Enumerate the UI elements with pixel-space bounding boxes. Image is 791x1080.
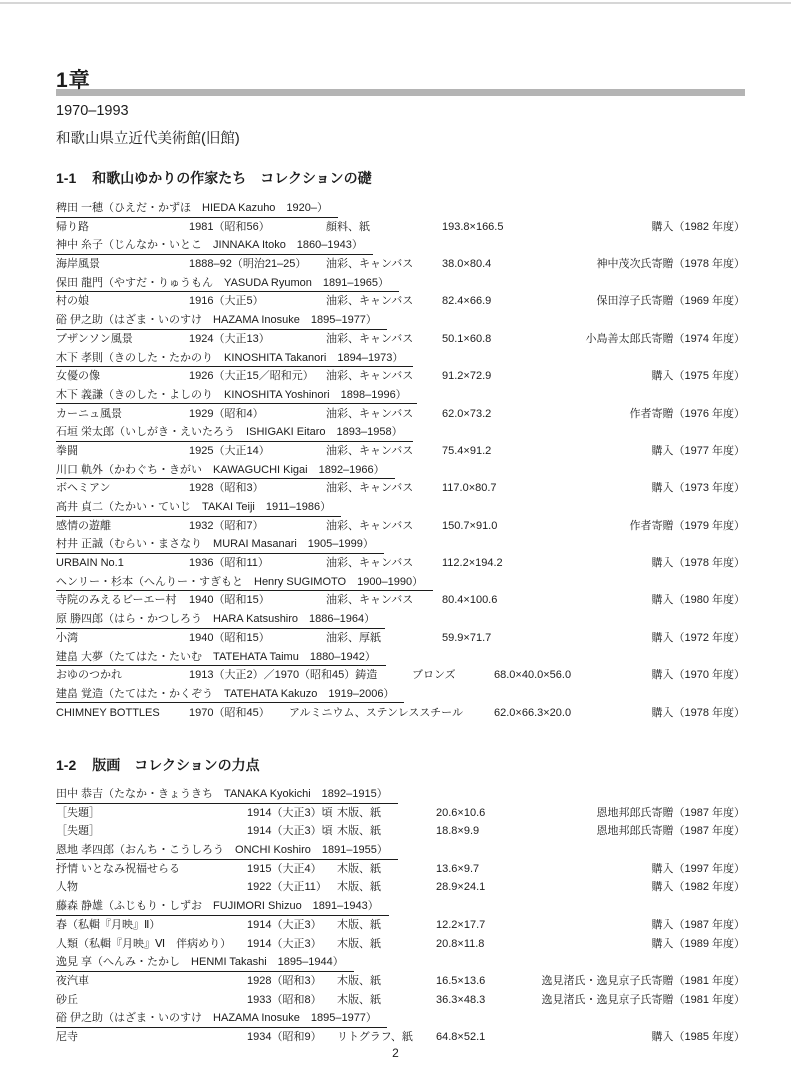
work-acquisition: 購入（1982 年度）	[651, 220, 745, 233]
artist-row	[56, 953, 745, 972]
artist-row	[56, 610, 745, 629]
work-row	[56, 367, 745, 386]
work-acquisition: 保田淳子氏寄贈（1969 年度）	[596, 295, 745, 308]
work-row	[56, 935, 745, 954]
work-title: 女優の像	[56, 370, 100, 383]
work-acquisition: 購入（1985 年度）	[651, 1030, 745, 1043]
work-title: 拳闘	[56, 444, 78, 457]
work-year: 1914（大正3）頃	[247, 825, 333, 838]
work-row	[56, 554, 745, 573]
work-medium: 油彩、キャンバス	[326, 594, 414, 607]
artist-row	[56, 274, 745, 293]
work-size: 38.0×80.4	[442, 258, 492, 271]
work-year: 1934（昭和9）	[247, 1030, 322, 1043]
artist-name: ヘンリー・杉本（へんりー・すぎもと Henry SUGIMOTO 1900–1990）	[56, 573, 433, 592]
work-medium: 木版、紙	[337, 806, 381, 819]
chapter-title: 1章	[56, 69, 91, 92]
work-medium: 油彩、キャンバス	[326, 258, 414, 271]
work-acquisition: 購入（1982 年度）	[651, 881, 745, 894]
section-heading-1-2	[56, 755, 260, 775]
artist-name: 木下 義謙（きのした・よしのり KINOSHITA Yoshinori 1898–1996）	[56, 386, 417, 405]
section-number: 1-1	[56, 170, 77, 186]
work-acquisition: 購入（1978 年度）	[651, 557, 745, 570]
section-title: 版画 コレクションの力点	[92, 757, 260, 773]
work-row	[56, 591, 745, 610]
artist-name: 神中 糸子（じんなか・いとこ JINNAKA Itoko 1860–1943）	[56, 236, 373, 255]
artist-row	[56, 349, 745, 368]
work-row	[56, 704, 745, 723]
artist-row	[56, 685, 745, 704]
work-medium: 油彩、キャンバス	[326, 332, 414, 345]
artist-name: 恩地 孝四郎（おんち・こうしろう ONCHI Koshiro 1891–1955）	[56, 841, 398, 860]
work-year: 1940（昭和15）	[189, 631, 270, 644]
work-size: 117.0×80.7	[442, 482, 497, 495]
work-size: 20.6×10.6	[436, 806, 486, 819]
artist-row	[56, 573, 745, 592]
artist-name: 藤森 静雄（ふじもり・しずお FUJIMORI Shizuo 1891–1943）	[56, 897, 389, 916]
work-title: 尼寺	[56, 1030, 78, 1043]
work-acquisition: 購入（1980 年度）	[651, 594, 745, 607]
artist-name: 石垣 栄太郎（いしがき・えいたろう ISHIGAKI Eitaro 1893–1958）	[56, 423, 413, 442]
work-year: 1970（昭和45）	[189, 706, 270, 719]
work-acquisition: 購入（1978 年度）	[651, 706, 745, 719]
work-title: 感情の遊離	[56, 519, 111, 532]
work-title: おゆのつかれ	[56, 669, 122, 682]
work-acquisition: 購入（1977 年度）	[651, 444, 745, 457]
work-row	[56, 666, 745, 685]
work-year: 1928（昭和3）	[247, 974, 322, 987]
artist-row	[56, 498, 745, 517]
work-acquisition: 恩地邦郎氏寄贈（1987 年度）	[596, 806, 745, 819]
work-medium: 油彩、キャンバス	[326, 407, 414, 420]
work-year: 1924（大正13）	[189, 332, 270, 345]
work-row	[56, 804, 745, 823]
work-title: 海岸風景	[56, 258, 100, 271]
section-1-1-list	[56, 199, 745, 722]
work-title: カーニュ風景	[56, 407, 122, 420]
artist-name: 硲 伊之助（はざま・いのすけ HAZAMA Inosuke 1895–1977）	[56, 1009, 387, 1028]
work-acquisition: 恩地邦郎氏寄贈（1987 年度）	[596, 825, 745, 838]
work-title: ［失題］	[56, 806, 100, 819]
work-year: 1929（昭和4）	[189, 407, 264, 420]
work-row	[56, 972, 745, 991]
artist-row	[56, 841, 745, 860]
work-year: 1981（昭和56）	[189, 220, 270, 233]
work-year: 1914（大正3）	[247, 937, 322, 950]
work-acquisition: 神中茂次氏寄贈（1978 年度）	[596, 258, 745, 271]
work-year: 1915（大正4）	[247, 862, 322, 875]
work-year: 1916（大正5）	[189, 295, 264, 308]
work-year: 1888–92（明治21–25）	[189, 258, 307, 271]
work-size: 75.4×91.2	[442, 444, 492, 457]
section-number: 1-2	[56, 757, 77, 773]
artist-name: 村井 正誠（むらい・まさなり MURAI Masanari 1905–1999）	[56, 535, 384, 554]
artist-row	[56, 897, 745, 916]
work-title: 村の娘	[56, 295, 89, 308]
section-title: 和歌山ゆかりの作家たち コレクションの礎	[92, 170, 372, 186]
work-row	[56, 218, 745, 237]
work-medium: 木版、紙	[337, 993, 381, 1006]
work-year: 1928（昭和3）	[189, 482, 264, 495]
artist-name: 川口 軌外（かわぐち・きがい KAWAGUCHI Kigai 1892–1966）	[56, 461, 395, 480]
work-size: 62.0×73.2	[442, 407, 492, 420]
work-acquisition: 購入（1987 年度）	[651, 918, 745, 931]
artist-row	[56, 648, 745, 667]
work-row	[56, 479, 745, 498]
work-row	[56, 1028, 745, 1047]
page-number: 2	[392, 1046, 399, 1060]
artist-row	[56, 535, 745, 554]
work-size: 64.8×52.1	[436, 1030, 486, 1043]
work-medium: 木版、紙	[337, 937, 381, 950]
work-year: 1933（昭和8）	[247, 993, 322, 1006]
work-title: 抒情 いとなみ祝福せらる	[56, 862, 181, 875]
work-medium: 油彩、キャンバス	[326, 519, 414, 532]
chapter-rule-bar	[56, 89, 745, 96]
page-top-rule	[0, 2, 791, 4]
artist-row	[56, 311, 745, 330]
artist-name: 硲 伊之助（はざま・いのすけ HAZAMA Inosuke 1895–1977）	[56, 311, 387, 330]
artist-row	[56, 785, 745, 804]
work-title: 夜汽車	[56, 974, 89, 987]
work-title: 人類（私輯『月映』Ⅵ 伴病めり）	[56, 937, 232, 950]
work-medium: 油彩、キャンバス	[326, 444, 414, 457]
artist-name: 木下 孝則（きのした・たかのり KINOSHITA Takanori 1894–1973）	[56, 349, 413, 368]
work-row	[56, 860, 745, 879]
work-year: 1922（大正11）	[247, 881, 327, 894]
work-year: 1914（大正3）頃	[247, 806, 333, 819]
work-title: 春（私輯『月映』Ⅱ）	[56, 918, 161, 931]
artist-name: 保田 龍門（やすだ・りゅうもん YASUDA Ryumon 1891–1965）	[56, 274, 399, 293]
section-1-2-list	[56, 785, 745, 1047]
artist-name: 原 勝四郎（はら・かつしろう HARA Katsushiro 1886–1964）	[56, 610, 385, 629]
work-size: 50.1×60.8	[442, 332, 492, 345]
work-size: 36.3×48.3	[436, 993, 486, 1006]
work-acquisition: 逸見渚氏・逸見京子氏寄贈（1981 年度）	[541, 993, 745, 1006]
work-medium: 油彩、キャンバス	[326, 370, 414, 383]
work-medium: アルミニウム、ステンレススチール	[289, 706, 463, 719]
work-medium: 顔料、紙	[326, 220, 370, 233]
work-medium: 木版、紙	[337, 825, 381, 838]
work-acquisition: 購入（1975 年度）	[651, 370, 745, 383]
work-medium: 木版、紙	[337, 918, 381, 931]
work-size: 12.2×17.7	[436, 918, 486, 931]
work-title: 小湾	[56, 631, 78, 644]
work-row	[56, 405, 745, 424]
work-title: ボヘミアン	[56, 482, 111, 495]
work-title: CHIMNEY BOTTLES	[56, 706, 160, 719]
work-medium: 木版、紙	[337, 862, 381, 875]
work-medium: 油彩、厚紙	[326, 631, 381, 644]
work-size: 82.4×66.9	[442, 295, 492, 308]
work-size: 112.2×194.2	[442, 557, 503, 570]
work-row	[56, 822, 745, 841]
work-size: 193.8×166.5	[442, 220, 504, 233]
work-size: 13.6×9.7	[436, 862, 480, 875]
artist-name: 稗田 一穂（ひえだ・かずほ HIEDA Kazuho 1920–）	[56, 199, 338, 218]
work-size: 150.7×91.0	[442, 519, 498, 532]
work-size: 20.8×11.8	[436, 937, 485, 950]
work-year: 1914（大正3）	[247, 918, 322, 931]
work-size: 16.5×13.6	[436, 974, 486, 987]
work-row	[56, 517, 745, 536]
work-acquisition: 作者寄贈（1979 年度）	[629, 519, 745, 532]
artist-row	[56, 236, 745, 255]
section-heading-1-1	[56, 168, 372, 188]
work-title: 砂丘	[56, 993, 78, 1006]
work-acquisition: 購入（1970 年度）	[651, 669, 745, 682]
work-year: 1940（昭和15）	[189, 594, 270, 607]
work-medium: リトグラフ、紙	[337, 1030, 413, 1043]
work-title: ブザンソン風景	[56, 332, 133, 345]
artist-row	[56, 199, 745, 218]
work-year: 1926（大正15／昭和元）	[189, 370, 314, 383]
work-medium: 油彩、キャンバス	[326, 557, 414, 570]
work-title: 人物	[56, 881, 78, 894]
artist-row	[56, 386, 745, 405]
artist-name: 建畠 大夢（たてはた・たいむ TATEHATA Taimu 1880–1942）	[56, 648, 386, 667]
work-row	[56, 878, 745, 897]
work-acquisition: 作者寄贈（1976 年度）	[629, 407, 745, 420]
artist-name: 建畠 覚造（たてはた・かくぞう TATEHATA Kakuzo 1919–2006）	[56, 685, 404, 704]
work-medium: ブロンズ	[412, 669, 456, 682]
artist-row	[56, 423, 745, 442]
work-medium: 木版、紙	[337, 974, 381, 987]
work-size: 80.4×100.6	[442, 594, 498, 607]
work-row	[56, 442, 745, 461]
work-title: 帰り路	[56, 220, 89, 233]
work-size: 68.0×40.0×56.0	[494, 669, 572, 682]
work-size: 18.8×9.9	[436, 825, 480, 838]
work-medium: 油彩、キャンバス	[326, 482, 414, 495]
artist-name: 逸見 享（へんみ・たかし HENMI Takashi 1895–1944）	[56, 953, 354, 972]
work-size: 28.9×24.1	[436, 881, 486, 894]
work-title: URBAIN No.1	[56, 557, 124, 570]
work-acquisition: 逸見渚氏・逸見京子氏寄贈（1981 年度）	[541, 974, 745, 987]
work-title: 寺院のみえるビーエー村	[56, 594, 177, 607]
work-size: 59.9×71.7	[442, 631, 492, 644]
work-row	[56, 330, 745, 349]
work-medium: 木版、紙	[337, 881, 381, 894]
work-medium: 油彩、キャンバス	[326, 295, 414, 308]
work-size: 62.0×66.3×20.0	[494, 706, 572, 719]
work-title: ［失題］	[56, 825, 100, 838]
work-acquisition: 購入（1972 年度）	[651, 631, 745, 644]
chapter-period: 1970–1993	[56, 103, 129, 119]
work-year: 1913（大正2）／1970（昭和45）鋳造	[189, 669, 378, 682]
work-row	[56, 629, 745, 648]
work-acquisition: 小島善太郎氏寄贈（1974 年度）	[585, 332, 745, 345]
venue-name: 和歌山県立近代美術館(旧館)	[56, 131, 240, 147]
work-row	[56, 255, 745, 274]
work-size: 91.2×72.9	[442, 370, 492, 383]
artist-name: 田中 恭吉（たなか・きょうきち TANAKA Kyokichi 1892–1915）	[56, 785, 398, 804]
work-row	[56, 991, 745, 1010]
work-row	[56, 916, 745, 935]
work-row	[56, 292, 745, 311]
work-year: 1932（昭和7）	[189, 519, 264, 532]
artist-row	[56, 1009, 745, 1028]
artist-name: 高井 貞二（たかい・ていじ TAKAI Teiji 1911–1986）	[56, 498, 341, 517]
work-acquisition: 購入（1973 年度）	[651, 482, 745, 495]
work-acquisition: 購入（1989 年度）	[651, 937, 745, 950]
work-year: 1925（大正14）	[189, 444, 270, 457]
work-year: 1936（昭和11）	[189, 557, 269, 570]
work-acquisition: 購入（1997 年度）	[651, 862, 745, 875]
artist-row	[56, 461, 745, 480]
